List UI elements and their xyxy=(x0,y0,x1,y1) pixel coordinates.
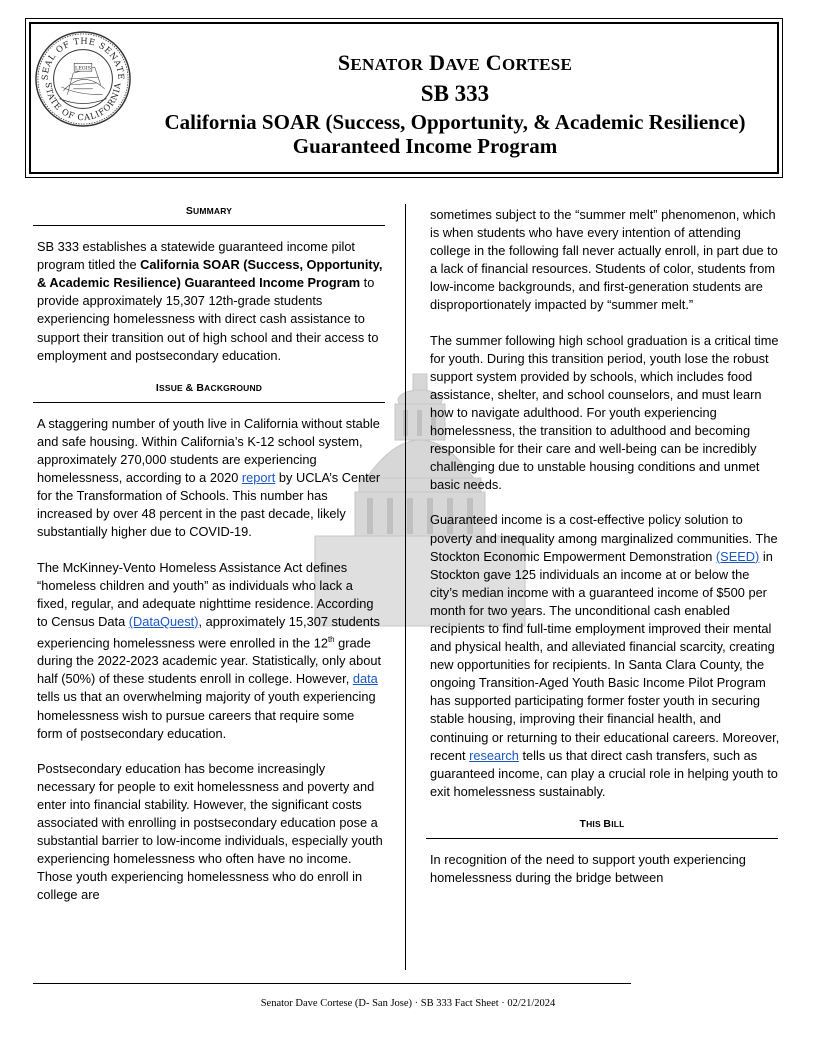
summary-paragraph: SB 333 establishes a statewide guaranteed income pilot program titled the California SOAR (Success, Opportunity, & Academic Resilience) Guaranteed Income Program to provide approximately 15,307 12th-grade students experiencing homelessness with direct cash assistance to support their transition out of high school and their access to employment and postsecondary education. xyxy=(37,239,383,363)
left-column xyxy=(37,202,383,904)
seal-bottom-text: STATE OF CALIFORNIA xyxy=(43,81,123,123)
seal-inner-text: LEGIS xyxy=(74,65,92,72)
issue-background-heading: ISSUE & BACKGROUND xyxy=(33,379,385,403)
seal-top-text: SEAL OF THE SENATE xyxy=(39,35,127,81)
footer-rule xyxy=(33,983,631,984)
right-paragraph-1: sometimes subject to the “summer melt” phenomenon, which is when students who have every intention of attending college in the following fall never actually enroll, in part due to a lack of financial resources. Students of color, students from low-income backgrounds, and first-generation students are disproportionately impacted by “summer melt.” xyxy=(430,207,778,313)
seed-link[interactable]: (SEED) xyxy=(715,548,760,564)
right-paragraph-4: In recognition of the need to support youth experiencing homelessness during the bridge between xyxy=(430,852,746,886)
senator-name: SENATOR DAVE CORTESE xyxy=(337,50,573,75)
this-bill-heading: THIS BILL xyxy=(426,815,778,839)
data-link[interactable]: data xyxy=(352,671,378,687)
right-column xyxy=(430,206,780,887)
right-paragraph-3: Guaranteed income is a cost-effective policy solution to poverty and inequality among marginalized communities. The Stockton Economic Empowerment Demonstration (SEED) in Stockton gave 125 individuals an income at or below the city’s median income with a guaranteed income of $500 per month for two years. The unconditional cash enabled recipients to find full-time employment improved their mental and physical health, and alleviated financial scarcity, creating new opportunities for recipients. In Santa Clara County, the ongoing Transition-Aged Youth Basic Income Pilot Program has supported participating former foster youth in securing stable housing, improving their financial health, and continuing or returning to their educational careers. Moreover, recent research tells us that direct cash transfers, such as guaranteed income, can play a crucial role in helping youth to exit homelessness sustainably. xyxy=(430,512,780,799)
issue-paragraph-3: Postsecondary education has become increasingly necessary for people to exit homelessness and poverty and enter into financial stability. However, the significant costs associated with enrolling in postsecondary education pose a substantial barrier to low-income individuals, especially youth experiencing homelessness who often have no income. Those youth experiencing homelessness who do enroll in college are xyxy=(37,760,383,903)
dataquest-link[interactable]: (DataQuest) xyxy=(128,613,199,629)
issue-paragraph-1: A staggering number of youth live in California without stable and safe housing. Within California’s K-12 school system, approximately 270,000 students are experiencing homelessness, according to a 2020 report by UCLA’s Center for the Transformation of Schools. This number has increased by over 48 percent in the past decade, likely substantially higher due to COVID-19. xyxy=(37,415,381,540)
issue-paragraph-2: The McKinney-Vento Homeless Assistance Act defines “homeless children and youth” as individuals who lack a fixed, regular, and adequate nighttime residence. According to Census Data (DataQuest), approximately 15,307 students experiencing homelessness were enrolled in the 12th grade during the 2022-2023 academic year. Statistically, only about half (50%) of these students enroll in college. However, data tells us that an overwhelming majority of youth experiencing homelessness wish to pursue careers that require some form of postsecondary education. xyxy=(37,559,382,741)
right-paragraph-2: The summer following high school graduation is a critical time for youth. During this transition period, youth lose the robust support system provided by schools, which includes food assistance, shelter, and school counselors, and must learn how to navigate adulthood. For youth experiencing homelessness, the transition to adulthood and becoming responsible for their care and well-being can be incredibly challenging due to unstable housing conditions and unmet basic needs. xyxy=(430,332,779,493)
column-divider xyxy=(405,204,406,970)
footer-text: Senator Dave Cortese (D- San Jose) · SB 333 Fact Sheet · 02/21/2024 xyxy=(260,998,556,1009)
report-link[interactable]: report xyxy=(241,470,276,486)
bill-title-line-2: Guaranteed Income Program xyxy=(292,134,558,158)
research-link[interactable]: research xyxy=(469,747,519,763)
bill-title-line-1: California SOAR (Success, Opportunity, & Academic Resilience) xyxy=(164,110,746,134)
summary-heading: SUMMARY xyxy=(33,202,385,226)
senate-seal-icon xyxy=(34,30,132,128)
bill-number: SB 333 xyxy=(420,81,490,106)
